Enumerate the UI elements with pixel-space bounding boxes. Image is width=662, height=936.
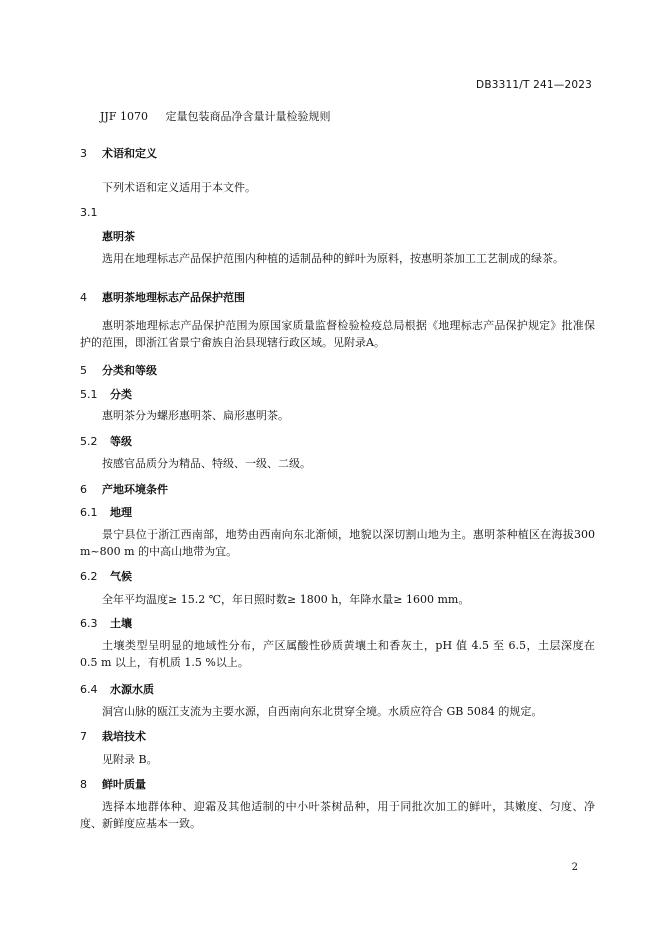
section-title: 水源水质 (110, 683, 154, 696)
section-title: 分类 (110, 388, 132, 401)
section-title: 分类和等级 (102, 364, 157, 377)
section-number: 6.3 (80, 617, 98, 630)
section-7-text: 见附录 B。 (102, 753, 158, 766)
section-title: 惠明茶地理标志产品保护范围 (102, 291, 245, 304)
section-number: 5.1 (80, 388, 98, 401)
term-number: 3.1 (80, 206, 98, 219)
section-7-heading (80, 728, 146, 744)
section-number: 3 (80, 147, 87, 160)
section-number: 6.1 (80, 506, 98, 519)
section-6-2-text: 全年平均温度≥ 15.2 ℃，年日照时数≥ 1800 h，年降水量≥ 1600 mm。 (102, 593, 470, 606)
section-8-text: 选择本地群体种、迎霜及其他适制的中小叶茶树品种，用于同批次加工的鲜叶，其嫩度、匀度、净度、新鲜度应基本一致。 (80, 800, 595, 830)
section-5-1-text: 惠明茶分为螺形惠明茶、扁形惠明茶。 (102, 409, 289, 422)
section-5-heading (80, 362, 157, 378)
standard-number: DB3311/T 241—2023 (476, 79, 592, 91)
section-number: 4 (80, 291, 87, 304)
section-number: 6.4 (80, 683, 98, 696)
section-6-4-text: 洞宫山脉的瓯江支流为主要水源，自西南向东北贯穿全境。水质应符合 GB 5084 的规定。 (102, 705, 543, 718)
section-title: 气候 (110, 570, 132, 583)
section-6-3-heading (80, 615, 132, 631)
section-number: 7 (80, 730, 87, 743)
section-title: 鲜叶质量 (102, 778, 146, 791)
section-number: 6 (80, 483, 87, 496)
section-8-heading (80, 776, 146, 792)
section-number: 5 (80, 364, 87, 377)
page-number: 2 (571, 862, 578, 873)
term-name: 惠明茶 (102, 230, 135, 243)
section-number: 8 (80, 778, 87, 791)
section-title: 术语和定义 (102, 147, 157, 160)
section-6-2-heading (80, 568, 132, 584)
section-number: 6.2 (80, 570, 98, 583)
section-6-1-heading (80, 504, 132, 520)
section-title: 土壤 (110, 617, 132, 630)
section-title: 地理 (110, 506, 132, 519)
section-3-heading (80, 145, 157, 161)
reference-title: 定量包装商品净含量计量检验规则 (165, 110, 331, 123)
section-5-2-text: 按感官品质分为精品、特级、一级、二级。 (102, 457, 311, 470)
section-6-4-heading (80, 681, 154, 697)
section-number: 5.2 (80, 435, 98, 448)
reference-code: JJF 1070 (100, 110, 148, 123)
section-4-heading (80, 289, 245, 305)
term-definition: 选用在地理标志产品保护范围内种植的适制品种的鲜叶为原料，按惠明茶加工工艺制成的绿茶。 (102, 252, 564, 265)
section-5-1-heading (80, 386, 132, 402)
section-title: 栽培技术 (102, 730, 146, 743)
section-6-1-text: 景宁县位于浙江西南部，地势由西南向东北渐倾，地貌以深切割山地为主。惠明茶种植区在海拔300 m~800 m 的中高山地带为宜。 (80, 528, 595, 558)
section-title: 等级 (110, 435, 132, 448)
section-title: 产地环境条件 (102, 483, 168, 496)
section-4-text: 惠明茶地理标志产品保护范围为原国家质量监督检验检疫总局根据《地理标志产品保护规定》批准保护的范围，即浙江省景宁畲族自治县现辖行政区域。见附录A。 (80, 319, 595, 349)
section-6-heading (80, 481, 168, 497)
section-6-3-text: 土壤类型呈明显的地域性分布，产区属酸性砂质黄壤土和香灰土，pH 值 4.5 至 6.5，土层深度在 0.5 m 以上，有机质 1.5 %以上。 (80, 639, 595, 669)
section-3-intro: 下列术语和定义适用于本文件。 (102, 181, 256, 194)
section-5-2-heading (80, 433, 132, 449)
normative-reference (100, 108, 330, 124)
